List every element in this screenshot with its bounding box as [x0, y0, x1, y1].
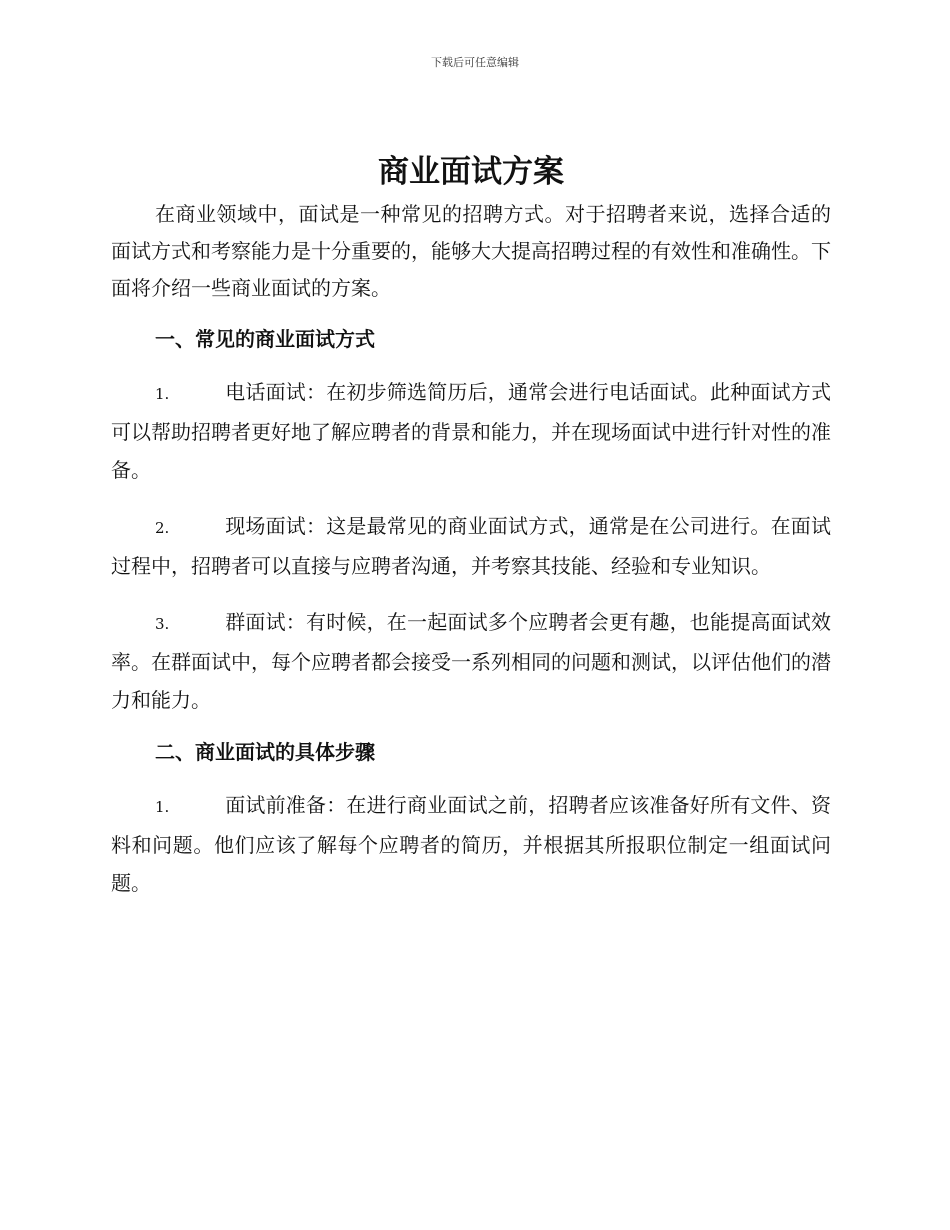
list-item: [111, 507, 831, 585]
list-item-text: 面试前准备：在进行商业面试之前，招聘者应该准备好所有文件、资料和问题。他们应该了解每个应聘者的简历，并根据其所报职位制定一组面试问题。: [111, 793, 831, 895]
list-number: 3.: [155, 615, 170, 633]
document-title: 商业面试方案: [378, 154, 564, 190]
list-item: [111, 373, 831, 489]
list-item-text: 群面试：有时候，在一起面试多个应聘者会更有趣，也能提高面试效率。在群面试中，每个应聘者都会接受一系列相同的问题和测试，以评估他们的潜力和能力。: [111, 610, 831, 712]
list-item-text: 现场面试：这是最常见的商业面试方式，通常是在公司进行。在面试过程中，招聘者可以直接与应聘者沟通，并考察其技能、经验和专业知识。: [111, 514, 831, 578]
list-item-text: 电话面试：在初步筛选简历后，通常会进行电话面试。此种面试方式可以帮助招聘者更好地了解应聘者的背景和能力，并在现场面试中进行针对性的准备。: [111, 380, 831, 482]
list-item: [111, 786, 831, 902]
intro-paragraph: 在商业领域中，面试是一种常见的招聘方式。对于招聘者来说，选择合适的面试方式和考察能力是十分重要的，能够大大提高招聘过程的有效性和准确性。下面将介绍一些商业面试的方案。: [111, 202, 831, 300]
list-item: [111, 603, 831, 719]
header-note: 下载后可任意编辑: [431, 56, 519, 69]
section-heading-2: 二、商业面试的具体步骤: [155, 740, 375, 764]
list-number: 2.: [155, 519, 170, 537]
section-heading-1: 一、常见的商业面试方式: [155, 327, 375, 351]
list-number: 1.: [155, 385, 170, 403]
list-number: 1.: [155, 798, 170, 816]
document-content: [111, 148, 831, 902]
